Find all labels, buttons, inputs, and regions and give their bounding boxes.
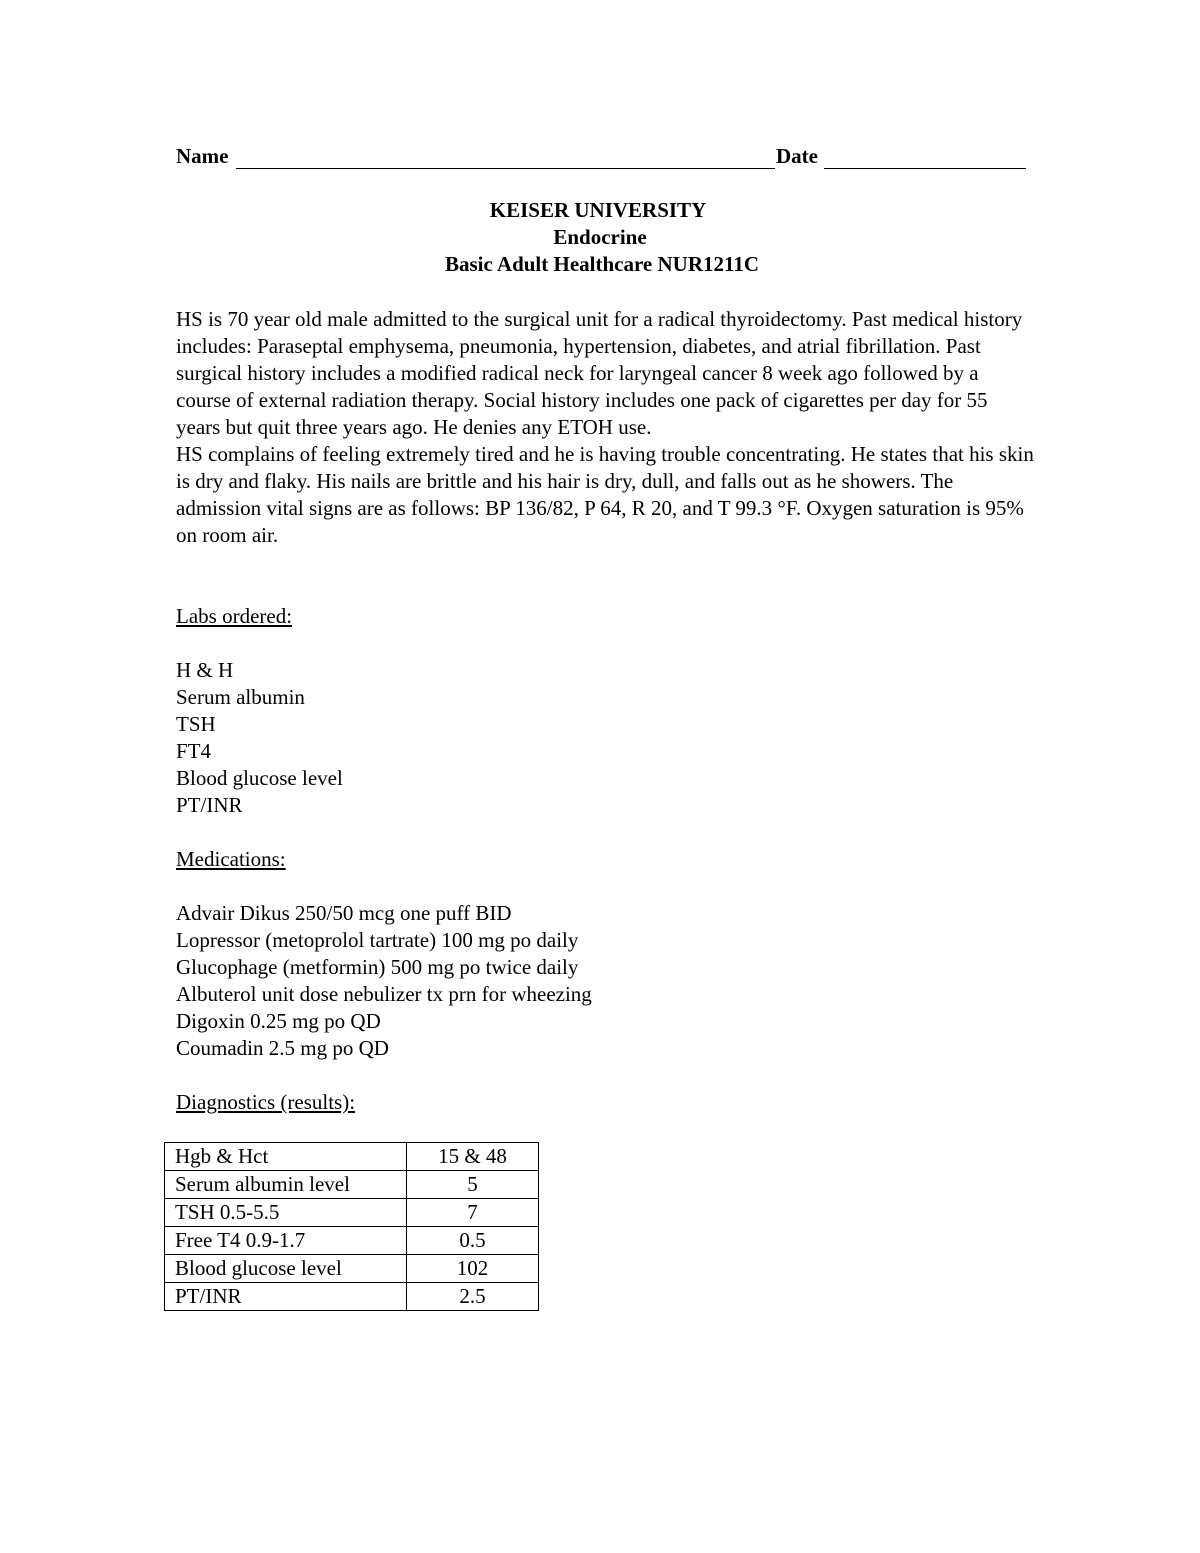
test-name-cell: Hgb & Hct <box>165 1143 407 1171</box>
test-value-cell: 7 <box>407 1199 539 1227</box>
list-item: Digoxin 0.25 mg po QD <box>176 1009 381 1033</box>
diagnostics-table <box>164 1142 539 1311</box>
date-blank-line <box>824 168 1026 169</box>
table-row <box>165 1143 539 1171</box>
institution-heading: KEISER UNIVERSITY <box>489 198 707 222</box>
test-value-cell: 2.5 <box>407 1283 539 1311</box>
medications-section-title: Medications: <box>176 847 286 871</box>
list-item: Albuterol unit dose nebulizer tx prn for wheezing <box>176 982 592 1006</box>
list-item: Lopressor (metoprolol tartrate) 100 mg po daily <box>176 928 579 952</box>
labs-section-title: Labs ordered: <box>176 604 293 628</box>
name-date-row <box>176 143 1026 171</box>
test-value-cell: 102 <box>407 1255 539 1283</box>
name-label: Name <box>176 144 229 168</box>
list-item: TSH <box>176 712 216 736</box>
list-item: Serum albumin <box>176 685 305 709</box>
case-paragraph-history: HS is 70 year old male admitted to the surgical unit for a radical thyroidectomy. Past medical history includes: Paraseptal emphysema, pneumonia, hypertension, diabetes, and atrial fibrillation. Past surgical history includes a modified radical neck for laryngeal cancer 8 week ago followed by a course of external radiation therapy. Social history includes one pack of cigarettes per day for 55 years but quit three years ago. He denies any ETOH use. <box>176 307 1023 439</box>
test-name-cell: PT/INR <box>165 1283 407 1311</box>
table-row <box>165 1171 539 1199</box>
test-value-cell: 5 <box>407 1171 539 1199</box>
test-value-cell: 15 & 48 <box>407 1143 539 1171</box>
diagnostics-section-title: Diagnostics (results): <box>176 1090 356 1114</box>
test-value-cell: 0.5 <box>407 1227 539 1255</box>
list-item: H & H <box>176 658 234 682</box>
name-blank-line <box>236 168 775 169</box>
case-paragraph-symptoms: HS complains of feeling extremely tired and he is having trouble concentrating. He states that his skin is dry and flaky. His nails are brittle and his hair is dry, dull, and falls out as he showers. The admission vital signs are as follows: BP 136/82, P 64, R 20, and T 99.3 °F. Oxygen saturation is 95% on room air. <box>176 442 1034 547</box>
medications-list <box>176 900 592 1062</box>
list-item: Advair Dikus 250/50 mcg one puff BID <box>176 901 512 925</box>
list-item: Coumadin 2.5 mg po QD <box>176 1036 389 1060</box>
topic-heading: Endocrine <box>553 225 647 249</box>
labs-list <box>176 657 343 819</box>
list-item: FT4 <box>176 739 212 763</box>
list-item: Glucophage (metformin) 500 mg po twice daily <box>176 955 579 979</box>
list-item: PT/INR <box>176 793 243 817</box>
table-row <box>165 1199 539 1227</box>
date-label: Date <box>776 144 818 168</box>
test-name-cell: Blood glucose level <box>165 1255 407 1283</box>
course-heading: Basic Adult Healthcare NUR1211C <box>444 252 760 276</box>
test-name-cell: Free T4 0.9-1.7 <box>165 1227 407 1255</box>
test-name-cell: TSH 0.5-5.5 <box>165 1199 407 1227</box>
table-row <box>165 1255 539 1283</box>
table-row <box>165 1227 539 1255</box>
test-name-cell: Serum albumin level <box>165 1171 407 1199</box>
case-narrative <box>176 306 1036 549</box>
table-row <box>165 1283 539 1311</box>
list-item: Blood glucose level <box>176 766 343 790</box>
